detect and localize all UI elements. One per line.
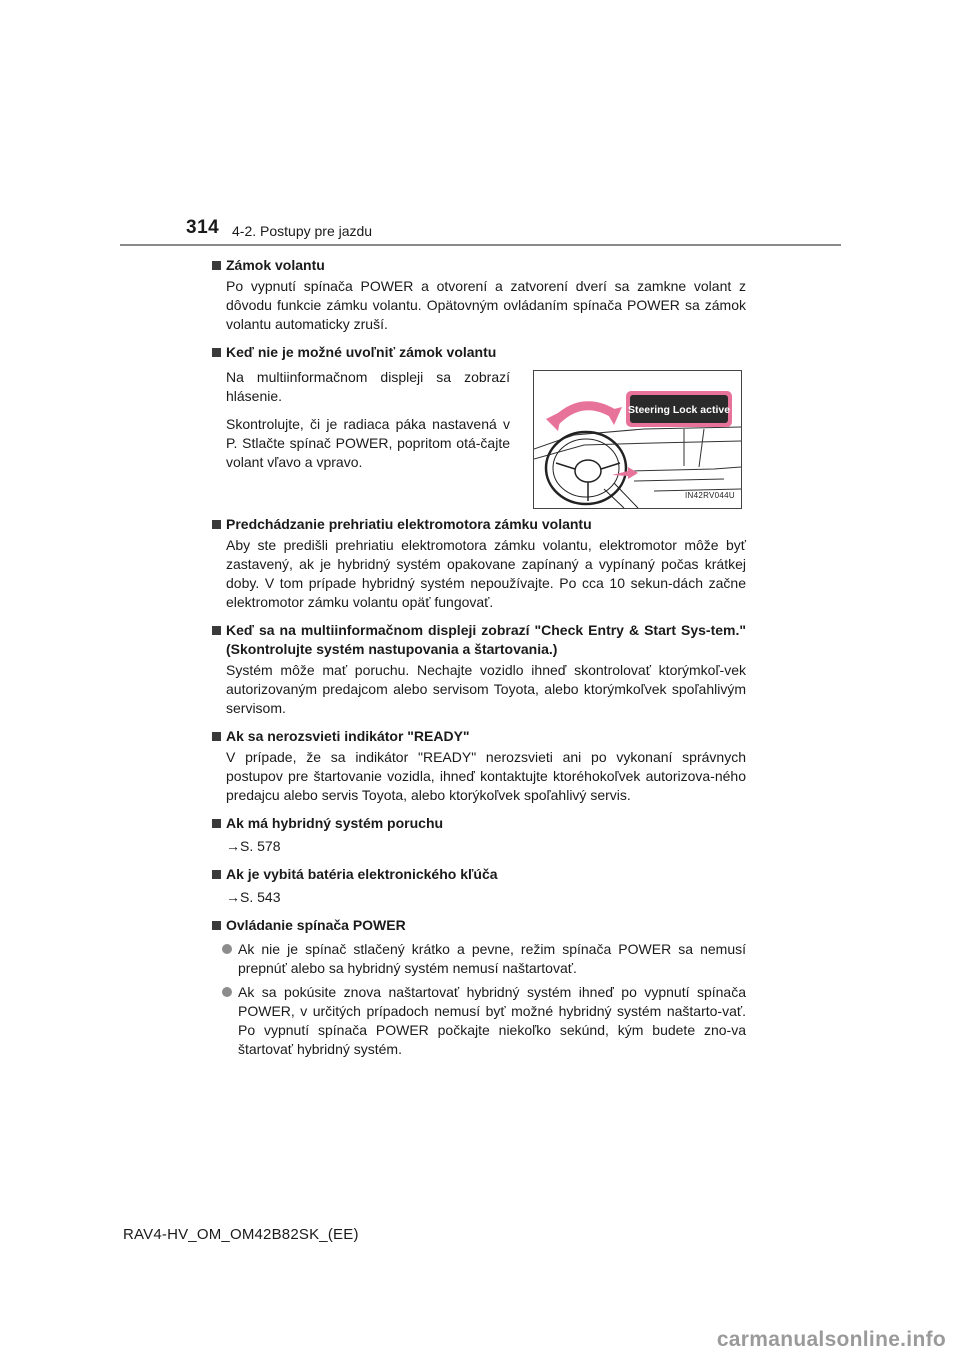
- square-bullet-icon: [212, 870, 221, 879]
- document-footer: RAV4-HV_OM_OM42B82SK_(EE): [123, 1226, 359, 1243]
- square-bullet-icon: [212, 348, 221, 357]
- list-item: Ak sa pokúsite znova naštartovať hybridný systém ihneď po vypnutí spínača POWER, v určitých prípadoch nemusí byť možné hybridný systém naštarto-vať. Po vypnutí spínača POWER počkajte niekoľko sekúnd, kým budete zno-va štartovať hybridný systém.: [210, 983, 746, 1059]
- figure-code: IN42RV044U: [685, 491, 735, 500]
- heading-ready: Ak sa nerozsvieti indikátor "READY": [210, 727, 746, 746]
- square-bullet-icon: [212, 732, 221, 741]
- square-bullet-icon: [212, 626, 221, 635]
- square-bullet-icon: [212, 921, 221, 930]
- page-reference-578: →S. 578: [226, 838, 281, 854]
- page-number: 314: [186, 217, 220, 238]
- heading-check-entry: Keď sa na multiinformačnom displeji zobrazí "Check Entry & Start Sys-tem." (Skontrolujte systém nastupovania a štartovania.): [210, 621, 746, 659]
- heading-cannot-release: Keď nie je možné uvoľniť zámok volantu: [210, 343, 746, 362]
- section-title: 4-2. Postupy pre jazdu: [232, 223, 373, 239]
- display-message: Steering Lock active: [627, 404, 731, 416]
- round-bullet-icon: [222, 944, 232, 954]
- header-divider: [120, 244, 841, 246]
- cannot-release-block: [210, 368, 746, 509]
- square-bullet-icon: [212, 819, 221, 828]
- paragraph-overheat: Aby ste predišli prehriatiu elektromotora zámku volantu, elektromotor môže byť zastavený, ak je hybridný systém opakovane zapínaný a vypínaný počas krátkej doby. V tom prípade hybridný systém nepoužívajte. Po cca 10 sekun-dách začne elektromotor zámku volantu opäť fungovať.: [226, 537, 746, 610]
- page-content: [210, 256, 746, 1059]
- steering-lock-illustration: [533, 370, 742, 509]
- paragraph-steering-lock: Po vypnutí spínača POWER a otvorení a zatvorení dverí sa zamkne volant z dôvodu funkcie zámku volantu. Opätovným ovládaním spínača POWER sa zámok volantu automaticky zruší.: [226, 278, 746, 332]
- square-bullet-icon: [212, 261, 221, 270]
- paragraph-ready: V prípade, že sa indikátor "READY" nerozsvieti ani po vykonaní správnych postupov pre štartovanie vozidla, ihneď kontaktujte ktoréhokoľvek autorizova-ného predajcu alebo servis Toyota, alebo ktorýkoľvek spoľahlivý servis.: [226, 749, 746, 803]
- paragraph-check-shift: Skontrolujte, či je radiaca páka nastavená v P. Stlačte spínač POWER, popritom otá-čajte volant vľavo a vpravo.: [226, 416, 510, 470]
- cannot-release-text: [210, 368, 510, 509]
- heading-hybrid-fault: Ak má hybridný systém poruchu: [210, 814, 746, 833]
- heading-power-switch: Ovládanie spínača POWER: [210, 916, 746, 935]
- watermark: carmanualsonline.info: [716, 1328, 946, 1351]
- paragraph-check-entry: Systém môže mať poruchu. Nechajte vozidlo ihneď skontrolovať ktorýmkoľ-vek autorizovaným predajcom alebo servisom Toyota, alebo ktorýmkoľvek spoľahlivým servisom.: [226, 662, 746, 716]
- list-item: Ak nie je spínač stlačený krátko a pevne, režim spínača POWER sa nemusí prepnúť alebo sa hybridný systém nemusí naštartovať.: [210, 940, 746, 978]
- round-bullet-icon: [222, 987, 232, 997]
- heading-key-battery: Ak je vybitá batéria elektronického kľúča: [210, 865, 746, 884]
- paragraph-message-shown: Na multiinformačnom displeji sa zobrazí hlásenie.: [226, 369, 510, 404]
- heading-overheat: Predchádzanie prehriatiu elektromotora zámku volantu: [210, 515, 746, 534]
- square-bullet-icon: [212, 520, 221, 529]
- heading-steering-lock: Zámok volantu: [210, 256, 746, 275]
- page-reference-543: →S. 543: [226, 889, 281, 905]
